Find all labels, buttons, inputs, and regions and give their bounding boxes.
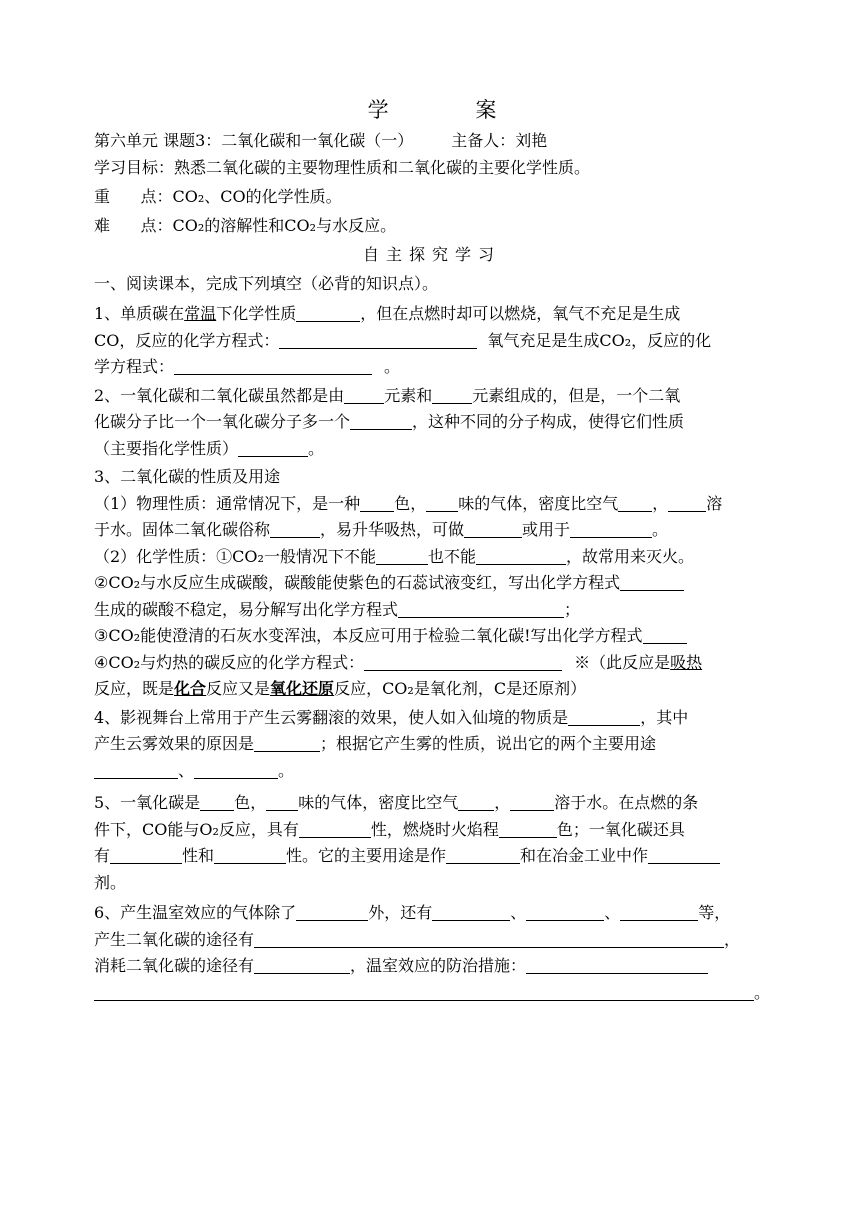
- answer-blank[interactable]: [526, 957, 708, 974]
- text: 或用于: [522, 520, 571, 539]
- answer-blank[interactable]: [432, 387, 472, 404]
- answer-blank[interactable]: [296, 305, 360, 322]
- text: 、: [178, 760, 195, 780]
- text: 反应，CO₂是氧化剂，C是还原剂）: [334, 679, 587, 698]
- answer-blank[interactable]: [620, 904, 698, 921]
- text: 4、影视舞台上常用于产生云雾翻滚的效果，使人如入仙境的物质是: [94, 707, 569, 727]
- answer-blank[interactable]: [510, 794, 554, 811]
- text: 剂。: [94, 872, 127, 892]
- answer-blank[interactable]: [214, 847, 286, 864]
- text: ※（此反应是: [574, 652, 671, 672]
- text: ④CO₂与灼热的碳反应的化学方程式：: [94, 652, 365, 672]
- text: 元素和: [384, 385, 433, 405]
- answer-blank[interactable]: [668, 495, 706, 512]
- text: ；: [564, 599, 581, 619]
- answer-blank[interactable]: [200, 794, 234, 811]
- answer-blank[interactable]: [270, 521, 320, 538]
- text: 反应又是: [206, 679, 271, 698]
- answer-blank[interactable]: [398, 601, 564, 618]
- text: 氧化还原: [270, 679, 335, 698]
- text: 。: [754, 982, 771, 1002]
- text: 2、一氧化碳和二氧化碳虽然都是由: [94, 385, 345, 405]
- text: （1）物理性质：通常情况下，是一种: [94, 493, 361, 513]
- text: 消耗二氧化碳的途径有: [94, 956, 255, 975]
- answer-blank[interactable]: [254, 931, 724, 948]
- text: 味的气体，密度比空气: [298, 793, 459, 812]
- text: 也不能: [427, 546, 476, 566]
- text: ，这种不同的分子构成，使得它们性质: [412, 412, 685, 431]
- text: 5、一氧化碳是: [94, 793, 201, 812]
- text: 件下，CO能与O₂反应，具有: [94, 819, 299, 839]
- question-5: [94, 790, 770, 896]
- text: 生成的碳酸不稳定，易分解写出化学方程式: [94, 599, 399, 619]
- text: 色，: [394, 493, 427, 513]
- answer-blank[interactable]: [570, 521, 652, 538]
- worksheet-page: [94, 92, 770, 1006]
- answer-blank[interactable]: [296, 904, 368, 921]
- answer-blank[interactable]: [360, 495, 394, 512]
- answer-blank[interactable]: [254, 735, 320, 752]
- text: 6、产生温室效应的气体除了: [94, 903, 297, 922]
- page-title: 学 案: [367, 98, 537, 122]
- text: 氧气充足是生成CO₂，反应的化: [487, 330, 712, 350]
- text: 性，燃烧时火焰程: [370, 819, 499, 839]
- answer-blank[interactable]: [174, 358, 372, 375]
- preparer-name: 刘艳: [515, 131, 548, 150]
- text: ，故常用来灭火。: [565, 546, 694, 566]
- preparer-label: 主备人：: [451, 131, 516, 150]
- text: 溶于水。在点燃的条: [554, 793, 699, 812]
- answer-blank[interactable]: [94, 984, 754, 1001]
- answer-blank[interactable]: [432, 904, 510, 921]
- difficult-label: 难 点：: [94, 216, 173, 235]
- answer-blank[interactable]: [94, 762, 178, 779]
- text: 产生二氧化碳的途径有: [94, 929, 255, 949]
- text: ，: [494, 793, 511, 812]
- text: 元素组成的，但是，一个二氧: [472, 385, 681, 405]
- goal-label: 学习目标：: [94, 158, 175, 177]
- text: ，其中: [640, 707, 689, 727]
- answer-blank[interactable]: [643, 627, 687, 644]
- answer-blank[interactable]: [526, 904, 604, 921]
- text: 学方程式：: [94, 357, 175, 376]
- answer-blank[interactable]: [499, 821, 557, 838]
- answer-blank[interactable]: [279, 332, 477, 349]
- question-2: [94, 383, 770, 463]
- key-points: [94, 182, 770, 211]
- text: 溶: [706, 493, 723, 513]
- text: 味的气体，密度比空气: [458, 493, 619, 513]
- text: 下化学性质: [216, 304, 297, 323]
- text: CO，反应的化学方程式：: [94, 330, 280, 350]
- text: 性和: [182, 846, 215, 865]
- text: ③CO₂能使澄清的石灰水变浑浊，本反应可用于检验二氧化碳!写出化学方程式: [94, 626, 643, 645]
- text: 吸热: [670, 652, 703, 672]
- answer-blank[interactable]: [446, 847, 520, 864]
- answer-blank[interactable]: [364, 654, 562, 671]
- text: 常温: [184, 304, 217, 323]
- text: 1、单质碳在: [94, 304, 185, 323]
- difficult-text: CO₂的溶解性和CO₂与水反应。: [172, 216, 397, 235]
- text: 外，还有: [368, 903, 433, 922]
- section-title: 自主探究学习: [362, 245, 501, 264]
- text: 产生云雾效果的原因是: [94, 734, 255, 753]
- question-1: [94, 301, 770, 381]
- text: 化碳分子比一个一氧化碳分子多一个: [94, 412, 351, 431]
- text: ，温室效应的防治措施：: [350, 956, 527, 975]
- difficult-points: [94, 211, 770, 240]
- text: ②CO₂与水反应生成碳酸，碳酸能使紫色的石蕊试液变红，写出化学方程式: [94, 573, 621, 592]
- text: 、: [510, 903, 527, 922]
- answer-blank[interactable]: [620, 574, 684, 591]
- lesson-subtitle: 第六单元 课题3：二氧化碳和一氧化碳（一）: [94, 131, 414, 150]
- text: 和在冶金工业中作: [520, 846, 649, 865]
- text: 3、二氧化碳的性质及用途: [94, 467, 281, 486]
- text: 于水。固体二氧化碳俗称: [94, 520, 271, 539]
- learning-goal: [94, 154, 770, 182]
- answer-blank[interactable]: [648, 847, 720, 864]
- text: 反应，既是: [94, 679, 175, 698]
- answer-blank[interactable]: [254, 957, 350, 974]
- text: 等，: [698, 903, 731, 922]
- answer-blank[interactable]: [350, 413, 412, 430]
- question-3: [94, 464, 770, 703]
- text: 化合: [174, 679, 207, 698]
- lesson-header: [94, 128, 770, 154]
- text: ，但在点燃时却可以燃烧，氧气不充足是生成: [360, 304, 681, 323]
- text: ；根据它产生雾的性质，说出它的两个主要用途: [320, 734, 657, 753]
- answer-blank[interactable]: [238, 440, 308, 457]
- answer-blank[interactable]: [458, 794, 494, 811]
- text: 有: [94, 846, 111, 865]
- text: ，: [724, 929, 741, 949]
- text: 性。它的主要用途是作: [286, 846, 447, 865]
- text: 。: [384, 357, 401, 376]
- answer-blank[interactable]: [376, 548, 428, 565]
- question-4: [94, 705, 770, 785]
- text: 、: [604, 903, 621, 922]
- text: 色，: [234, 793, 267, 812]
- text: 。: [278, 760, 295, 780]
- text: ，易升华吸热，可做: [320, 520, 465, 539]
- answer-blank[interactable]: [110, 847, 182, 864]
- answer-blank[interactable]: [344, 387, 384, 404]
- answer-blank[interactable]: [426, 495, 458, 512]
- goal-text: 熟悉二氧化碳的主要物理性质和二氧化碳的主要化学性质。: [174, 158, 591, 177]
- text: （主要指化学性质）: [94, 438, 239, 458]
- key-text: CO₂、CO的化学性质。: [172, 187, 342, 206]
- answer-blank[interactable]: [299, 821, 371, 838]
- answer-blank[interactable]: [618, 495, 652, 512]
- text: 。: [308, 438, 325, 458]
- text: ，: [652, 493, 669, 513]
- text: 色；一氧化碳还具: [556, 819, 685, 839]
- question-6: [94, 900, 770, 1006]
- answer-blank[interactable]: [476, 548, 566, 565]
- answer-blank[interactable]: [266, 794, 298, 811]
- key-label: 重 点：: [94, 187, 173, 206]
- text: （2）化学性质：①CO₂一般情况下不能: [94, 546, 376, 566]
- answer-blank[interactable]: [464, 521, 522, 538]
- answer-blank[interactable]: [568, 709, 640, 726]
- text: 。: [652, 520, 669, 539]
- section-intro: 一、阅读课本，完成下列填空（必背的知识点）。: [94, 274, 439, 293]
- answer-blank[interactable]: [194, 762, 278, 779]
